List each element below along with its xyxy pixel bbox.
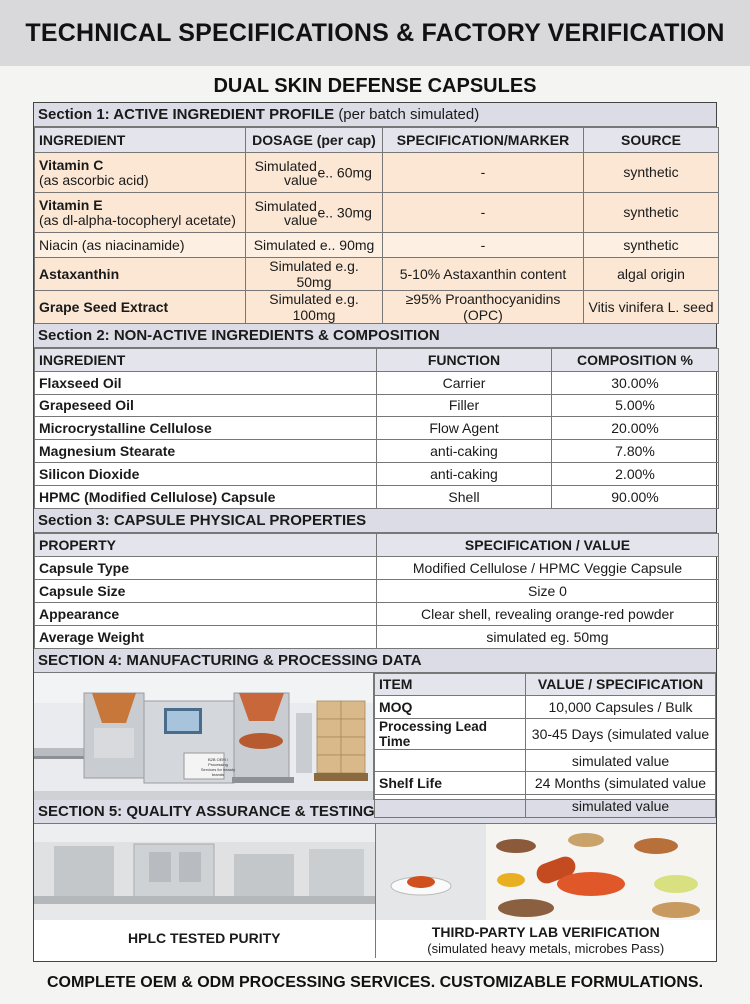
ingredient-cell: Grape Seed Extract <box>35 291 246 324</box>
table-row <box>35 193 719 233</box>
section3-title: Section 3: CAPSULE PHYSICAL PROPERTIES <box>34 509 716 533</box>
source-cell: synthetic <box>584 233 719 258</box>
col-header: SOURCE <box>584 128 719 153</box>
capsule-properties-table <box>34 533 719 649</box>
marker-cell: - <box>383 193 584 233</box>
composition-cell: 30.00% <box>552 371 719 394</box>
ingredient-cell: Magnesium Stearate <box>35 440 377 463</box>
table-row <box>375 696 716 719</box>
value-cell: Clear shell, revealing orange-red powder <box>377 602 719 625</box>
section5-body <box>34 824 716 958</box>
lab-verification-subcaption: (simulated heavy metals, microbes Pass) <box>427 940 665 956</box>
table-row <box>35 153 719 193</box>
value-cell: 24 Months (simulated value <box>526 772 716 795</box>
col-header: INGREDIENT <box>35 128 246 153</box>
ingredient-cell: Grapeseed Oil <box>35 394 377 417</box>
property-cell: Capsule Size <box>35 579 377 602</box>
ingredient-cell: Astaxanthin <box>35 258 246 291</box>
source-cell: synthetic <box>584 193 719 233</box>
product-name: DUAL SKIN DEFENSE CAPSULES <box>213 75 537 97</box>
property-cell: Capsule Type <box>35 556 377 579</box>
ingredient-cell: Niacin (as niacinamide) <box>35 233 246 258</box>
function-cell: Carrier <box>377 371 552 394</box>
non-active-ingredient-table <box>34 348 719 509</box>
value-cell: 30-45 Days (simulated value <box>526 718 716 749</box>
footer-text: COMPLETE OEM & ODM PROCESSING SERVICES. CUSTOMIZABLE FORMULATIONS. <box>46 974 704 991</box>
value-cell: Size 0 <box>377 579 719 602</box>
property-cell: Appearance <box>35 602 377 625</box>
table-row <box>375 718 716 749</box>
hplc-caption: HPLC TESTED PURITY <box>128 929 281 946</box>
value-cell: Modified Cellulose / HPMC Veggie Capsule <box>377 556 719 579</box>
table-row <box>375 794 716 817</box>
function-cell: Filler <box>377 394 552 417</box>
table-row <box>35 485 719 508</box>
function-cell: anti-caking <box>377 440 552 463</box>
lab-illustration <box>34 824 375 920</box>
spec-sheet <box>33 102 717 962</box>
marker-cell: ≥95% Proanthocyanidins (OPC) <box>383 291 584 324</box>
function-cell: Shell <box>377 485 552 508</box>
value-cell: simulated eg. 50mg <box>377 625 719 648</box>
dosage-cell: Simulated valuee.. 60mg <box>246 153 383 193</box>
col-header: SPECIFICATION/MARKER <box>383 128 584 153</box>
col-header: VALUE / SPECIFICATION <box>526 673 716 696</box>
machine-label: B2B OEM / Processing Services for beauty brands <box>200 756 236 777</box>
item-cell: Shelf Life <box>375 772 526 795</box>
property-cell: Average Weight <box>35 625 377 648</box>
ingredient-cell: Vitamin C (as ascorbic acid) <box>35 153 246 193</box>
table-row <box>375 749 716 772</box>
value-cell: simulated value <box>526 794 716 817</box>
table-row <box>35 556 719 579</box>
table-row <box>35 291 719 324</box>
table-header-row <box>35 349 719 372</box>
item-cell: Processing Lead Time <box>375 718 526 749</box>
factory-machine-image <box>34 673 374 800</box>
table-row <box>35 602 719 625</box>
powders-illustration <box>376 824 717 920</box>
table-row <box>375 772 716 795</box>
table-header-row <box>375 673 716 696</box>
function-cell: Flow Agent <box>377 417 552 440</box>
table-row <box>35 394 719 417</box>
section5-title: SECTION 5: QUALITY ASSURANCE & TESTING <box>34 800 716 824</box>
dosage-cell: Simulated e.g. 50mg <box>246 258 383 291</box>
composition-cell: 20.00% <box>552 417 719 440</box>
table-row <box>35 258 719 291</box>
section4-title: SECTION 4: MANUFACTURING & PROCESSING DATA <box>34 649 716 673</box>
col-header: ITEM <box>375 673 526 696</box>
marker-cell: - <box>383 233 584 258</box>
composition-cell: 90.00% <box>552 485 719 508</box>
section2-title: Section 2: NON-ACTIVE INGREDIENTS & COMPOSITION <box>34 324 716 348</box>
item-cell: MOQ <box>375 696 526 719</box>
source-cell: Vitis vinifera L. seed <box>584 291 719 324</box>
marker-cell: 5-10% Astaxanthin content <box>383 258 584 291</box>
table-row <box>35 371 719 394</box>
composition-cell: 7.80% <box>552 440 719 463</box>
manufacturing-table <box>374 673 716 818</box>
col-header: COMPOSITION % <box>552 349 719 372</box>
table-row <box>35 417 719 440</box>
ingredient-cell: Vitamin E (as dl-alpha-tocopheryl acetate) <box>35 193 246 233</box>
lab-image <box>34 824 375 920</box>
col-header: DOSAGE (per cap) <box>246 128 383 153</box>
hplc-panel <box>34 824 376 958</box>
col-header: INGREDIENT <box>35 349 377 372</box>
composition-cell: 5.00% <box>552 394 719 417</box>
factory-illustration <box>34 673 374 800</box>
col-header: FUNCTION <box>377 349 552 372</box>
third-party-panel <box>376 824 717 958</box>
page-title: TECHNICAL SPECIFICATIONS & FACTORY VERIFICATION <box>25 18 725 47</box>
value-cell: simulated value <box>526 749 716 772</box>
dosage-cell: Simulated e.. 90mg <box>246 233 383 258</box>
table-row <box>35 440 719 463</box>
page-header <box>0 0 750 66</box>
table-header-row <box>35 128 719 153</box>
value-cell: 10,000 Capsules / Bulk <box>526 696 716 719</box>
source-cell: algal origin <box>584 258 719 291</box>
col-header: SPECIFICATION / VALUE <box>377 533 719 556</box>
marker-cell: - <box>383 153 584 193</box>
table-row <box>35 233 719 258</box>
source-cell: synthetic <box>584 153 719 193</box>
composition-cell: 2.00% <box>552 462 719 485</box>
dosage-cell: Simulated valuee.. 30mg <box>246 193 383 233</box>
active-ingredient-table <box>34 127 719 324</box>
lab-verification-caption: THIRD-PARTY LAB VERIFICATION <box>431 923 660 940</box>
table-row <box>35 462 719 485</box>
ingredients-image <box>376 824 717 920</box>
col-header: PROPERTY <box>35 533 377 556</box>
ingredient-cell: HPMC (Modified Cellulose) Capsule <box>35 485 377 508</box>
item-cell <box>375 794 526 817</box>
table-row <box>35 625 719 648</box>
function-cell: anti-caking <box>377 462 552 485</box>
item-cell <box>375 749 526 772</box>
ingredient-cell: Flaxseed Oil <box>35 371 377 394</box>
table-row <box>35 579 719 602</box>
ingredient-cell: Microcrystalline Cellulose <box>35 417 377 440</box>
ingredient-cell: Silicon Dioxide <box>35 462 377 485</box>
table-header-row <box>35 533 719 556</box>
dosage-cell: Simulated e.g. 100mg <box>246 291 383 324</box>
section1-title: Section 1: ACTIVE INGREDIENT PROFILE (per batch simulated) <box>34 103 716 127</box>
